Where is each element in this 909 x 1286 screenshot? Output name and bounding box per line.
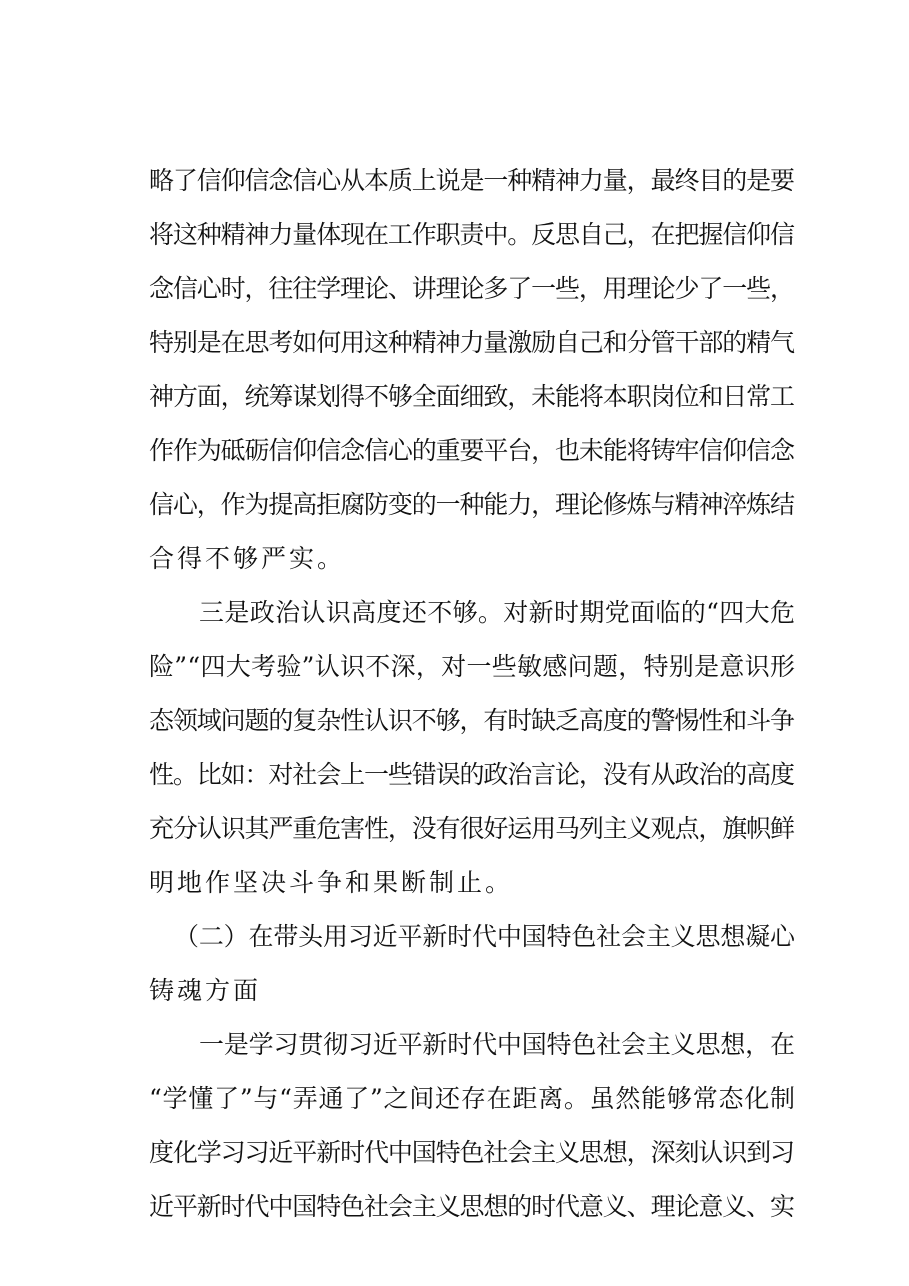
line-text: 略了信仰信念信心从本质上说是一种精神力量，最终目的是要 — [149, 166, 794, 195]
text-line — [0, 159, 909, 203]
line-text: （二）在带头用习近平新时代中国特色社会主义思想凝心 — [174, 922, 795, 951]
line-text: 明地作坚决斗争和果断制止。 — [149, 868, 514, 897]
text-line — [0, 483, 909, 527]
line-text: 性。比如：对社会上一些错误的政治言论，没有从政治的高度 — [149, 760, 794, 789]
text-line — [0, 267, 909, 311]
line-text: 神方面，统筹谋划得不够全面细致，未能将本职岗位和日常工 — [149, 382, 794, 411]
text-line — [0, 861, 909, 905]
text-line — [0, 807, 909, 851]
line-text: 充分认识其严重危害性，没有很好运用马列主义观点，旗帜鲜 — [149, 814, 794, 843]
line-text: 态领域问题的复杂性认识不够，有时缺乏高度的警惕性和斗争 — [149, 706, 794, 735]
line-text: 三是政治认识高度还不够。对新时期党面临的“四大危 — [199, 598, 796, 627]
section-heading-line — [0, 915, 909, 959]
text-line — [0, 1023, 909, 1067]
section-heading-line — [0, 969, 909, 1013]
line-text: 作作为砥砺信仰信念信心的重要平台，也未能将铸牢信仰信念 — [149, 436, 794, 465]
line-text: 将这种精神力量体现在工作职责中。反思自己，在把握信仰信 — [149, 220, 794, 249]
line-text: 险”“四大考验”认识不深，对一些敏感问题，特别是意识形 — [149, 652, 796, 681]
text-line — [0, 429, 909, 473]
text-line — [0, 591, 909, 635]
text-line — [0, 753, 909, 797]
text-line — [0, 699, 909, 743]
line-text: 合得不够严实。 — [149, 544, 346, 573]
line-text: 近平新时代中国特色社会主义思想的时代意义、理论意义、实 — [149, 1192, 794, 1221]
text-line — [0, 1185, 909, 1229]
text-line — [0, 321, 909, 365]
text-line — [0, 375, 909, 419]
text-line — [0, 645, 909, 689]
line-text: 特别是在思考如何用这种精神力量激励自己和分管干部的精气 — [149, 328, 794, 357]
line-text: 信心，作为提高拒腐防变的一种能力，理论修炼与精神淬炼结 — [149, 490, 794, 519]
text-line — [0, 1077, 909, 1121]
text-line — [0, 537, 909, 581]
line-text: 铸魂方面 — [149, 976, 262, 1005]
line-text: “学懂了”与“弄通了”之间还存在距离。虽然能够常态化制 — [149, 1084, 796, 1113]
text-line — [0, 213, 909, 257]
line-text: 念信心时，往往学理论、讲理论多了一些，用理论少了一些， — [149, 274, 794, 303]
text-line — [0, 1131, 909, 1175]
line-text: 一是学习贯彻习近平新时代中国特色社会主义思想，在 — [199, 1030, 795, 1059]
line-text: 度化学习习近平新时代中国特色社会主义思想，深刻认识到习 — [149, 1138, 794, 1167]
